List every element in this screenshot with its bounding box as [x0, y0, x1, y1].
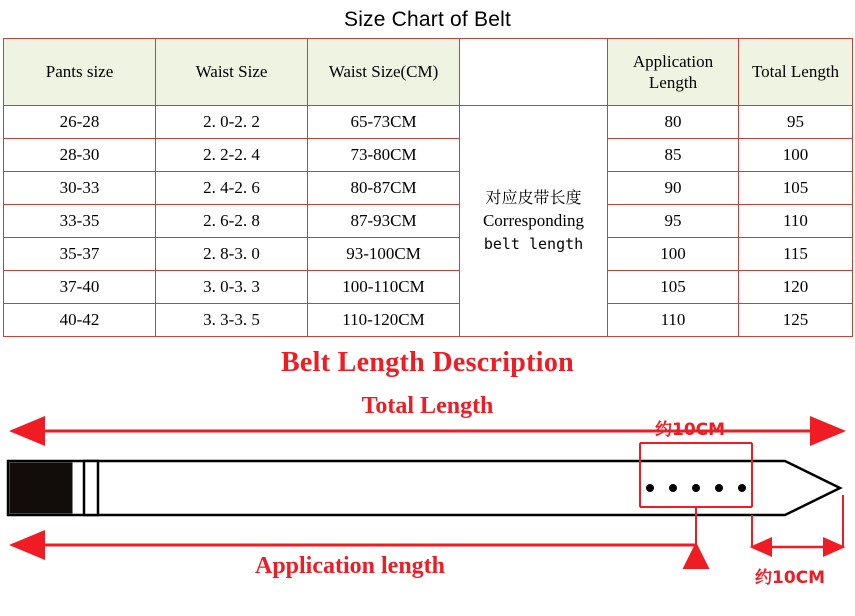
belt-keeper-loop [84, 461, 98, 515]
cell-waist-size: 2. 4-2. 6 [156, 172, 308, 205]
table-row [4, 205, 853, 238]
cell-total-length: 115 [739, 238, 853, 271]
note-chinese: 对应皮带长度 [485, 188, 582, 208]
cell-application-length: 110 [608, 304, 739, 337]
table-row [4, 139, 853, 172]
column-header-waist-size: Waist Size [156, 39, 308, 106]
tip-length-label: 约10CM [755, 568, 826, 588]
cell-application-length: 90 [608, 172, 739, 205]
cell-total-length: 110 [739, 205, 853, 238]
belt-buckle [10, 463, 72, 513]
table-row [4, 106, 853, 139]
cell-pants-size: 30-33 [4, 172, 156, 205]
column-header-total-length: Total Length [739, 39, 853, 106]
total-length-label: Total Length [361, 393, 494, 419]
cell-corresponding-belt-length-note [460, 106, 608, 337]
column-header-blank [460, 39, 608, 106]
cell-waist-size: 3. 0-3. 3 [156, 271, 308, 304]
cell-waist-size-cm: 100-110CM [308, 271, 460, 304]
application-length-label: Application length [254, 553, 446, 579]
cell-total-length: 120 [739, 271, 853, 304]
page-title: Size Chart of Belt [343, 8, 511, 31]
cell-application-length: 85 [608, 139, 739, 172]
belt-length-description-section [0, 347, 855, 603]
cell-waist-size-cm: 93-100CM [308, 238, 460, 271]
table-row [4, 271, 853, 304]
cell-total-length: 95 [739, 106, 853, 139]
cell-waist-size-cm: 65-73CM [308, 106, 460, 139]
size-chart-table-container [0, 38, 855, 337]
cell-pants-size: 26-28 [4, 106, 156, 139]
cell-waist-size-cm: 110-120CM [308, 304, 460, 337]
column-header-waist-size-cm: Waist Size(CM) [308, 39, 460, 106]
cell-waist-size-cm: 73-80CM [308, 139, 460, 172]
belt-hole [669, 484, 677, 492]
cell-total-length: 100 [739, 139, 853, 172]
cell-total-length: 105 [739, 172, 853, 205]
cell-waist-size: 2. 8-3. 0 [156, 238, 308, 271]
cell-waist-size: 2. 2-2. 4 [156, 139, 308, 172]
belt-hole [715, 484, 723, 492]
belt-hole [692, 484, 700, 492]
table-row [4, 238, 853, 271]
table-row [4, 304, 853, 337]
cell-application-length: 95 [608, 205, 739, 238]
cell-total-length: 125 [739, 304, 853, 337]
note-english-line1: Corresponding [482, 211, 585, 231]
cell-waist-size: 2. 0-2. 2 [156, 106, 308, 139]
belt-hole [646, 484, 654, 492]
cell-waist-size-cm: 87-93CM [308, 205, 460, 238]
cell-application-length: 105 [608, 271, 739, 304]
application-header-line1: Application [632, 51, 714, 71]
cell-pants-size: 40-42 [4, 304, 156, 337]
application-header-line2: Length [648, 73, 698, 92]
belt-description-heading: Belt Length Description [280, 347, 575, 378]
table-row [4, 172, 853, 205]
hole-span-label: 约10CM [655, 420, 726, 440]
cell-pants-size: 37-40 [4, 271, 156, 304]
cell-waist-size: 3. 3-3. 5 [156, 304, 308, 337]
column-header-pants-size: Pants size [4, 39, 156, 106]
cell-waist-size-cm: 80-87CM [308, 172, 460, 205]
cell-waist-size: 2. 6-2. 8 [156, 205, 308, 238]
belt-hole [738, 484, 746, 492]
note-english-line2: belt length [483, 235, 584, 254]
cell-application-length: 100 [608, 238, 739, 271]
cell-pants-size: 28-30 [4, 139, 156, 172]
belt-diagram [0, 395, 855, 603]
size-chart-table [3, 38, 853, 337]
column-header-application-length [608, 39, 739, 106]
cell-application-length: 80 [608, 106, 739, 139]
cell-pants-size: 33-35 [4, 205, 156, 238]
cell-pants-size: 35-37 [4, 238, 156, 271]
table-header-row [4, 39, 853, 106]
